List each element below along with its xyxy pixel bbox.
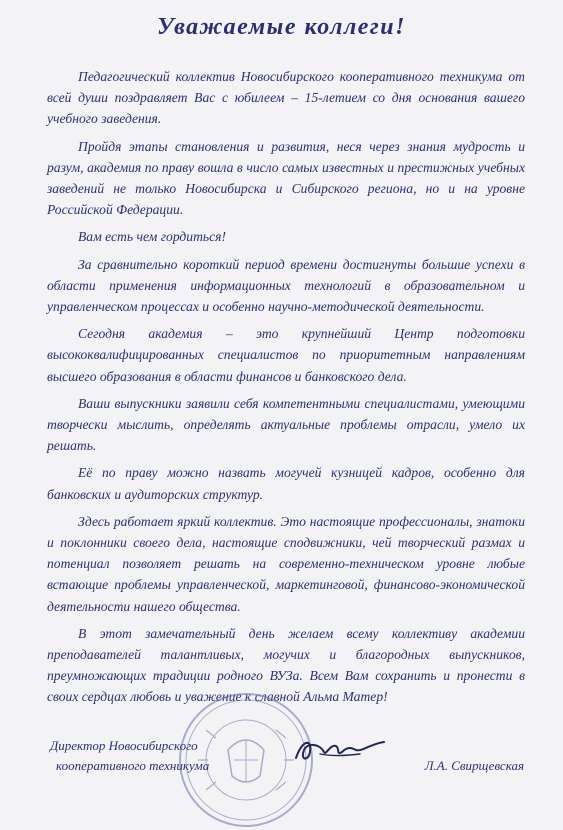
paragraph-pride: Вам есть чем гордиться! bbox=[78, 229, 226, 245]
paragraph-team: Здесь работает яркий коллектив. Это настоящие профессионалы, знатоки и поклонники своего дела, настоящие сподвижники, чей творческий размах и потенциал позволяет решать на современно-техническом уровне любые встающие проблемы управленческой, маркетинговой, финансово-экономической деятельности нашего общества. bbox=[47, 513, 525, 614]
director-line-2: кооперативного техникума bbox=[56, 758, 210, 773]
signatory-name: Л.А. Свирщевская bbox=[424, 758, 524, 773]
paragraph-history: Пройдя этапы становления и развития, неся через знания мудрость и разум, академия по праву вошла в число самых известных и престижных учебных заведений не только Новосибирска и Сибирского региона, но и на уровне Российской Федерации. bbox=[47, 138, 525, 218]
signature-block bbox=[50, 730, 530, 790]
paragraph-achievements: За сравнительно короткий период времени достигнуты большие успехи в области применения информационных технологий в образовательном и управленческом процессах и особенно научно-методической деятельности. bbox=[47, 256, 525, 315]
director-title bbox=[50, 736, 280, 776]
paragraph-forge: Её по праву можно назвать могучей кузницей кадров, особенно для банковских и аудиторских структур. bbox=[47, 465, 525, 502]
director-line-1: Директор Новосибирского bbox=[50, 738, 198, 753]
paragraph-wishes: В этот замечательный день желаем всему коллективу академии преподавателей талантливых, могучих и благородных выпускников, преумножающих традиции родного ВУЗа. Всем Вам сохранить и пронести в своих сердцах любовь и уважение к славной Альма Матер! bbox=[47, 625, 525, 705]
letter-title: Уважаемые коллеги! bbox=[157, 14, 406, 40]
letter-body bbox=[47, 66, 525, 714]
paragraph-center: Сегодня академия – это крупнейший Центр подготовки высококвалифицированных специалистов по приоритетным направлениям высшего образования в области финансов и банковского дела. bbox=[47, 326, 525, 384]
handwritten-signature bbox=[290, 730, 390, 770]
paragraph-graduates: Ваши выпускники заявили себя компетентными специалистами, умеющими творчески мыслить, определять актуальные проблемы отрасли, умело их решать. bbox=[47, 395, 525, 454]
paragraph-greeting: Педагогический коллектив Новосибирского кооперативного техникума от всей души поздравляет Вас с юбилеем – 15-летием со дня основания вашего учебного заведения. bbox=[47, 69, 525, 127]
